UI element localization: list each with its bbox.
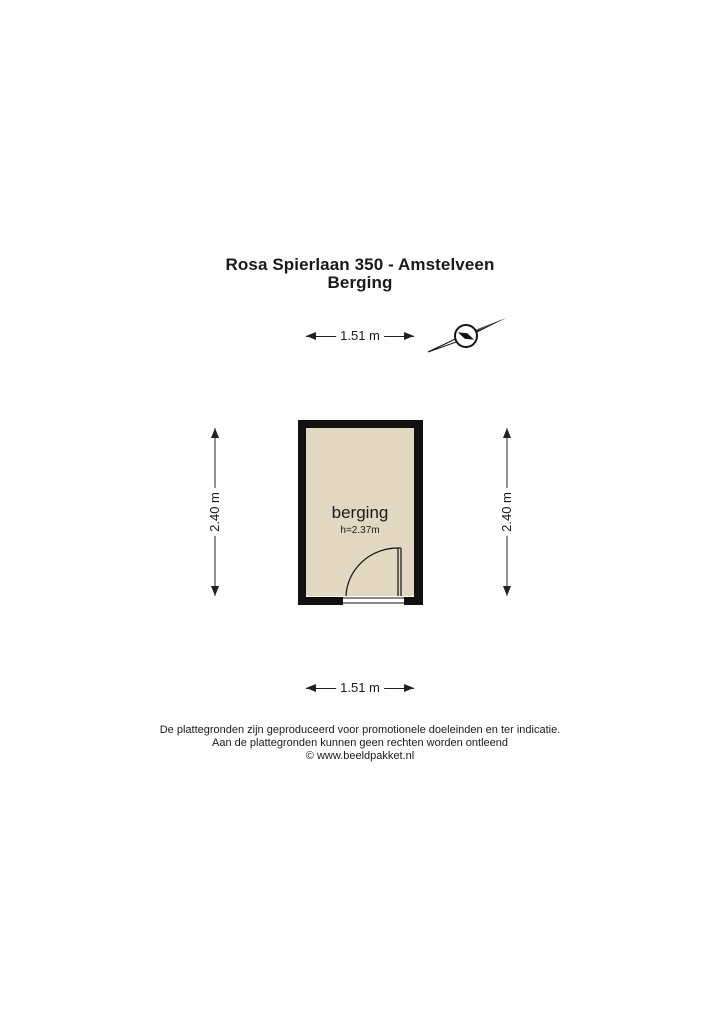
copyright: © www.beeldpakket.nl [305, 750, 415, 762]
plan-title: Rosa Spierlaan 350 - Amstelveen [225, 255, 495, 274]
room-name: berging [331, 503, 389, 522]
right-dimension-label: 2.40 m [500, 488, 514, 536]
room-ceiling-height: h=2.37m [340, 525, 380, 536]
disclaimer-line-2: Aan de plattegronden kunnen geen rechten worden ontleend [211, 737, 508, 749]
compass-icon [428, 318, 506, 352]
floor-title: Berging [327, 273, 393, 292]
bottom-dimension-label: 1.51 m [336, 680, 384, 696]
left-dimension-label: 2.40 m [208, 488, 222, 536]
top-dimension-label: 1.51 m [336, 328, 384, 344]
disclaimer-line-1: De plattegronden zijn geproduceerd voor promotionele doeleinden en ter indicatie. [159, 724, 561, 736]
